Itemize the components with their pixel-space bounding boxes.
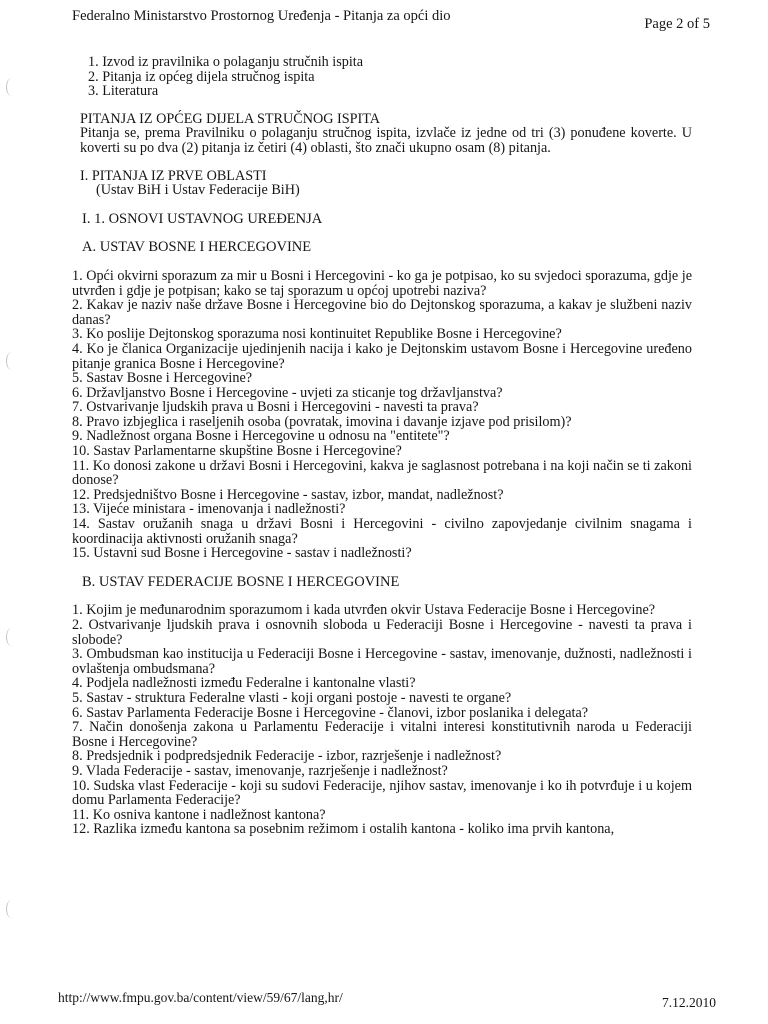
- footer-date: 7.12.2010: [662, 995, 716, 1010]
- section-b-questions: [72, 603, 692, 837]
- question-item: 10. Sudska vlast Federacije - koji su sudovi Federacije, njihov sastav, imenovanje i ko ih potvrđuje i u kojem domu Parlamenta Federacije?: [72, 777, 692, 809]
- question-item: 7. Način donošenja zakona u Parlamentu Federacije i vitalni interesi konstitutivnih naroda u Federaciji Bosne i Hercegovine?: [72, 719, 692, 750]
- page-number: Page 2 of 5: [644, 16, 710, 32]
- question-item: 13. Vijeće ministara - imenovanja i nadležnosti?: [72, 501, 346, 518]
- document-body: [72, 55, 692, 837]
- question-item: 9. Vlada Federacije - sastav, imenovanje, razrješenje i nadležnost?: [72, 762, 448, 779]
- question-item: 5. Sastav - struktura Federalne vlasti - koji organi postoje - navesti te organe?: [72, 689, 512, 706]
- part-subtitle: (Ustav BiH i Ustav Federacije BiH): [96, 182, 300, 199]
- punch-hole-mark: [6, 628, 17, 646]
- question-item: 6. Državljanstvo Bosne i Hercegovine - uvjeti za sticanje tog državljanstva?: [72, 384, 503, 401]
- question-item: 10. Sastav Parlamentarne skupštine Bosne i Hercegovine?: [72, 443, 402, 460]
- question-item: 2. Kakav je naziv naše države Bosne i Hercegovine bio do Dejtonskog sporazuma, a kakav je službeni naziv danas?: [72, 297, 692, 328]
- question-item: 14. Sastav oružanih snaga u državi Bosni i Hercegovini - civilno zapovjedanje civilnim snagama i koordinacija aktivnosti oružanih snaga?: [72, 516, 692, 547]
- toc-item: 1. Izvod iz pravilnika o polaganju stručnih ispita: [88, 54, 364, 70]
- question-item: 11. Ko osniva kantone i nadležnost kantona?: [72, 806, 326, 823]
- punch-hole-mark: [6, 78, 17, 96]
- question-item: 1. Kojim je međunarodnim sporazumom i kada utvrđen okvir Ustava Federacije Bosne i Hercegovine?: [72, 602, 656, 619]
- question-item: 15. Ustavni sud Bosne i Hercegovine - sastav i nadležnosti?: [72, 545, 412, 562]
- section-b-title: B. USTAV FEDERACIJE BOSNE I HERCEGOVINE: [82, 573, 400, 590]
- question-item: 6. Sastav Parlamenta Federacije Bosne i Hercegovine - članovi, izbor poslanika i delegata?: [72, 704, 589, 721]
- chapter-title: I. 1. OSNOVI USTAVNOG UREĐENJA: [82, 210, 323, 227]
- question-item: 9. Nadležnost organa Bosne i Hercegovine u odnosu na "entitete"?: [72, 428, 450, 445]
- question-item: 8. Pravo izbjeglica i raseljenih osoba (povratak, imovina i davanje izjave pod prisilom)?: [72, 413, 572, 430]
- intro-paragraph: Pitanja se, prema Pravilniku o polaganju stručnog ispita, izvlače iz jedne od tri (3) ponuđene koverte. U koverti su po dva (2) pitanja iz četiri (4) oblasti, što znači ukupno osam (8) pitanja.: [80, 125, 692, 156]
- question-item: 3. Ko poslije Dejtonskog sporazuma nosi kontinuitet Republike Bosne i Hercegovine?: [72, 326, 562, 343]
- part-title: I. PITANJA IZ PRVE OBLASTI: [80, 167, 267, 184]
- page-header-title: Federalno Ministarstvo Prostornog Uređenja - Pitanja za opći dio: [72, 8, 451, 24]
- question-item: 12. Razlika između kantona sa posebnim režimom i ostalih kantona - koliko ima prvih kantona,: [72, 821, 615, 838]
- question-item: 3. Ombudsman kao institucija u Federaciji Bosne i Hercegovine - sastav, imenovanje, dužnosti, nadležnosti i ovlaštenja ombudsmana?: [72, 646, 692, 677]
- punch-hole-mark: [6, 352, 17, 370]
- section-a-questions: [72, 269, 692, 561]
- punch-hole-mark: [6, 900, 17, 918]
- question-item: 4. Podjela nadležnosti između Federalne i kantonalne vlasti?: [72, 675, 416, 692]
- question-item: 5. Sastav Bosne i Hercegovine?: [72, 370, 253, 387]
- question-item: 4. Ko je članica Organizacije ujedinjenih nacija i kako je Dejtonskim ustavom Bosne i Hercegovine uređeno pitanje granica Bosne i Hercegovine?: [72, 340, 692, 372]
- question-item: 1. Opći okvirni sporazum za mir u Bosni i Hercegovini - ko ga je potpisao, ko su svjedoci sporazuma, gdje je utvrđen i gdje je potpisan; kako se taj sporazum u općoj upotrebi naziva?: [72, 267, 692, 299]
- question-item: 2. Ostvarivanje ljudskih prava i osnovnih sloboda u Federaciji Bosne i Hercegovine - navesti ta prava i slobode?: [72, 617, 692, 648]
- toc-item: 2. Pitanja iz općeg dijela stručnog ispita: [88, 68, 315, 85]
- toc-item: 3. Literatura: [88, 83, 159, 100]
- section-a-title: A. USTAV BOSNE I HERCEGOVINE: [82, 239, 312, 256]
- question-item: 12. Predsjedništvo Bosne i Hercegovine - sastav, izbor, mandat, nadležnost?: [72, 486, 504, 503]
- question-item: 11. Ko donosi zakone u državi Bosni i Hercegovini, kakva je saglasnost potrebana i na koji način se ti zakoni donose?: [72, 457, 692, 489]
- question-item: 7. Ostvarivanje ljudskih prava u Bosni i Hercegovini - navesti ta prava?: [72, 399, 479, 416]
- footer-url: http://www.fmpu.gov.ba/content/view/59/67/lang,hr/: [58, 990, 343, 1005]
- section-title: PITANJA IZ OPĆEG DIJELA STRUČNOG ISPITA: [80, 110, 381, 127]
- question-item: 8. Predsjednik i podpredsjednik Federacije - izbor, razrješenje i nadležnost?: [72, 748, 502, 765]
- table-of-contents: [72, 55, 692, 99]
